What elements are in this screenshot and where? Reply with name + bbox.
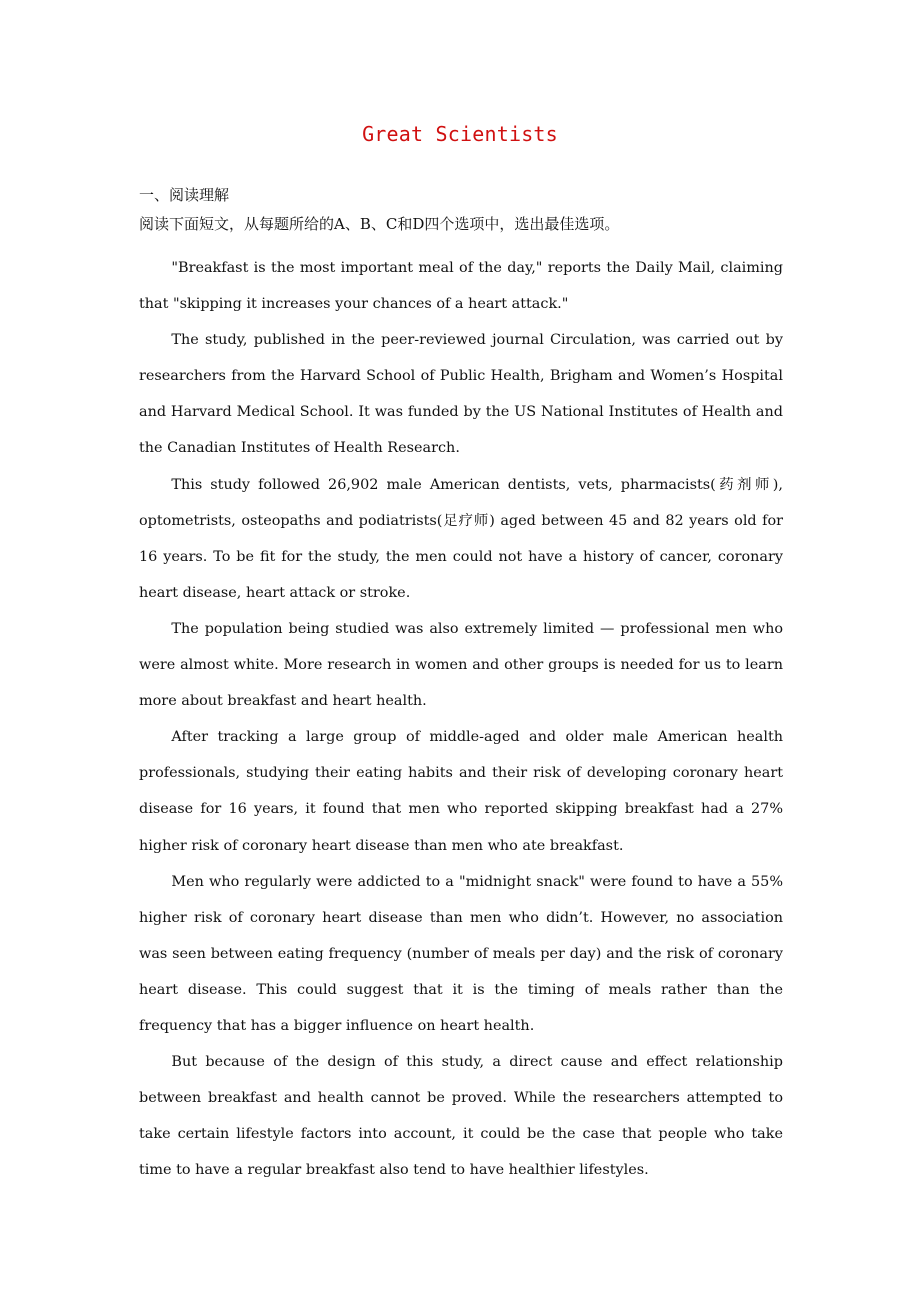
paragraph: "Breakfast is the most important meal of the day," reports the Daily Mail, claiming that "skipping it increases your chances of a heart attack." <box>139 260 783 313</box>
paragraph: This study followed 26,902 male American dentists, vets, pharmacists(药剂师), optometrists, osteopaths and podiatrists(足疗师) aged between 45 and 82 years old for 16 years. To be fit for the study, the men could not have a history of cancer, coronary heart disease, heart attack or stroke. <box>139 476 783 601</box>
section-heading: 一、阅读理解 <box>139 186 230 204</box>
passage-body <box>139 250 783 1188</box>
page-title: Great Scientists <box>362 122 558 146</box>
paragraph: After tracking a large group of middle-aged and older male American health professionals, studying their eating habits and their risk of developing coronary heart disease for 16 years, it found that men who reported skipping breakfast had a 27% higher risk of coronary heart disease than men who ate breakfast. <box>139 729 783 854</box>
reading-instruction: 阅读下面短文，从每题所给的A、B、C和D四个选项中，选出最佳选项。 <box>139 215 620 233</box>
paragraph: But because of the design of this study, a direct cause and effect relationship between breakfast and health cannot be proved. While the researchers attempted to take certain lifestyle factors into account, it could be the case that people who take time to have a regular breakfast also tend to have healthier lifestyles. <box>139 1054 783 1179</box>
paragraph: The population being studied was also extremely limited — professional men who were almost white. More research in women and other groups is needed for us to learn more about breakfast and heart health. <box>139 620 783 710</box>
paragraph: Men who regularly were addicted to a "midnight snack" were found to have a 55% higher risk of coronary heart disease than men who didn’t. However, no association was seen between eating frequency (number of meals per day) and the risk of coronary heart disease. This could suggest that it is the timing of meals rather than the frequency that has a bigger influence on heart health. <box>139 873 783 1034</box>
paragraph: The study, published in the peer-reviewed journal Circulation, was carried out by researchers from the Harvard School of Public Health, Brigham and Women’s Hospital and Harvard Medical School. It was funded by the US National Institutes of Health and the Canadian Institutes of Health Research. <box>139 332 783 457</box>
